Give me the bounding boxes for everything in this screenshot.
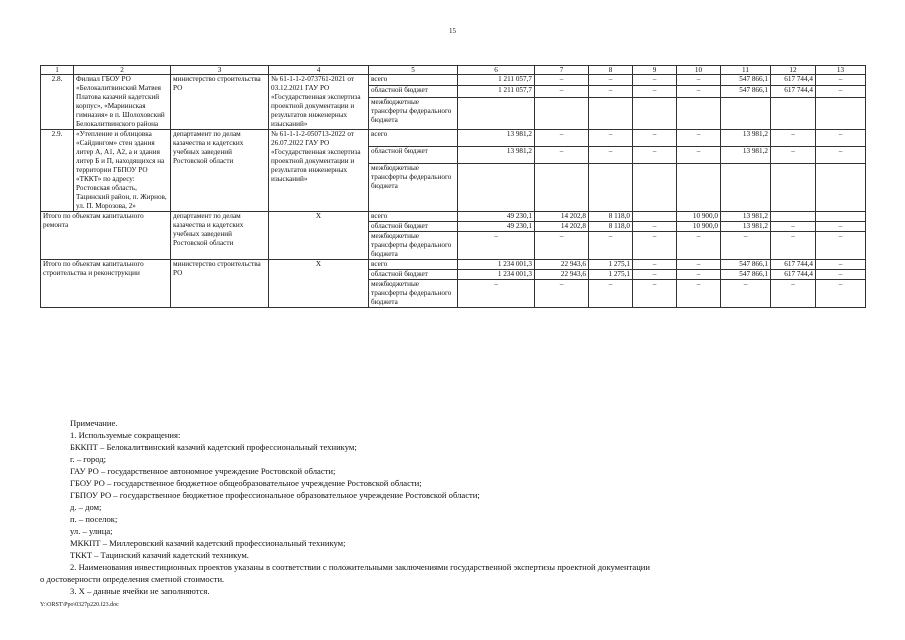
total-row bbox=[41, 212, 866, 222]
abbr-item: ГБПОУ РО – государственное бюджетное профессиональное образовательное учреждение Ростовской области; bbox=[70, 490, 480, 500]
value-cell: 1 234 001,3 bbox=[458, 270, 535, 280]
value-cell: 14 202,8 bbox=[535, 212, 589, 222]
value-cell: – bbox=[633, 232, 677, 260]
value-cell: – bbox=[535, 75, 589, 86]
value-cell: 547 866,1 bbox=[721, 260, 771, 270]
notes-item-1: 1. Используемые сокращения: bbox=[70, 430, 181, 440]
expertise-doc-cell: Х bbox=[269, 212, 369, 260]
value-cell: 617 744,4 bbox=[771, 270, 816, 280]
value-cell: – bbox=[633, 147, 677, 164]
value-cell: – bbox=[535, 86, 589, 97]
value-cell: 13 981,2 bbox=[721, 222, 771, 232]
abbr-item: ГБОУ РО – государственное бюджетное общеобразовательное учреждение Ростовской области; bbox=[70, 478, 422, 488]
header-cell: 5 bbox=[369, 66, 458, 75]
value-cell bbox=[633, 97, 677, 129]
object-name-cell: «Утепление и облицовка «Сайдингом» стен здания литер А, А1, А2, а и здания литер Б и П, находящихся на территории ГБПОУ РО «ТККТ» по адресу: Ростовская область, Тацинский район, п. Жирнов, ул. П. Морозова, 2» bbox=[74, 130, 171, 212]
value-cell: 13 981,2 bbox=[721, 130, 771, 147]
value-cell: – bbox=[677, 75, 721, 86]
value-cell bbox=[458, 97, 535, 129]
value-cell: 13 981,2 bbox=[721, 212, 771, 222]
value-cell bbox=[771, 97, 816, 129]
value-cell: – bbox=[535, 232, 589, 260]
notes-item-2: 2. Наименования инвестиционных проектов указаны в соответствии с положительными заключениями государственной экспертизы проектной документации bbox=[70, 562, 651, 572]
abbr-item: ГАУ РО – государственное автономное учреждение Ростовской области; bbox=[70, 466, 336, 476]
value-cell: – bbox=[633, 260, 677, 270]
value-cell: – bbox=[589, 232, 633, 260]
funding-source-cell: областной бюджет bbox=[369, 270, 458, 280]
funding-source-cell: всего bbox=[369, 260, 458, 270]
total-label-cell: Итого по объектам капитального ремонта bbox=[41, 212, 171, 260]
value-cell bbox=[816, 212, 866, 222]
header-cell: 12 bbox=[771, 66, 816, 75]
value-cell: – bbox=[816, 86, 866, 97]
value-cell: – bbox=[816, 147, 866, 164]
header-cell: 4 bbox=[269, 66, 369, 75]
header-cell: 8 bbox=[589, 66, 633, 75]
row-number-cell: 2.9. bbox=[41, 130, 74, 212]
value-cell: 547 866,1 bbox=[721, 75, 771, 86]
value-cell: – bbox=[633, 130, 677, 147]
total-row bbox=[41, 260, 866, 270]
value-cell: 617 744,4 bbox=[771, 86, 816, 97]
funding-source-cell: межбюджетные трансферты федерального бюджета bbox=[369, 232, 458, 260]
page-number: 15 bbox=[449, 27, 456, 35]
value-cell: – bbox=[816, 280, 866, 308]
value-cell: 13 981,2 bbox=[721, 147, 771, 164]
value-cell: – bbox=[633, 270, 677, 280]
value-cell bbox=[721, 97, 771, 129]
value-cell: – bbox=[816, 222, 866, 232]
expertise-doc-cell: Х bbox=[269, 260, 369, 308]
value-cell: – bbox=[771, 130, 816, 147]
value-cell: – bbox=[816, 270, 866, 280]
value-cell: – bbox=[677, 280, 721, 308]
value-cell: 49 230,1 bbox=[458, 222, 535, 232]
header-cell: 11 bbox=[721, 66, 771, 75]
value-cell bbox=[771, 164, 816, 212]
notes-item-3: 3. Х – данные ячейки не заполняются. bbox=[70, 586, 210, 596]
value-cell: – bbox=[721, 232, 771, 260]
value-cell: – bbox=[589, 280, 633, 308]
value-cell bbox=[816, 164, 866, 212]
value-cell: 10 900,0 bbox=[677, 212, 721, 222]
value-cell: 1 275,1 bbox=[589, 260, 633, 270]
value-cell: 10 900,0 bbox=[677, 222, 721, 232]
value-cell: 13 981,2 bbox=[458, 147, 535, 164]
value-cell: – bbox=[771, 222, 816, 232]
value-cell: 1 234 001,3 bbox=[458, 260, 535, 270]
table-row bbox=[41, 75, 866, 86]
value-cell: – bbox=[633, 86, 677, 97]
value-cell: – bbox=[677, 130, 721, 147]
value-cell: – bbox=[816, 130, 866, 147]
funding-source-cell: всего bbox=[369, 212, 458, 222]
value-cell: – bbox=[771, 280, 816, 308]
notes-title: Примечание. bbox=[70, 418, 118, 428]
value-cell: 1 211 057,7 bbox=[458, 75, 535, 86]
expertise-doc-cell: № 61-1-1-2-073761-2021 от 03.12.2021 ГАУ РО «Государственная экспертиза проектной документации и результатов инженерных изысканий» bbox=[269, 75, 369, 130]
header-cell: 7 bbox=[535, 66, 589, 75]
value-cell: – bbox=[816, 75, 866, 86]
value-cell bbox=[535, 164, 589, 212]
value-cell: 1 211 057,7 bbox=[458, 86, 535, 97]
funding-source-cell: всего bbox=[369, 75, 458, 86]
value-cell: – bbox=[677, 270, 721, 280]
header-cell: 1 bbox=[41, 66, 74, 75]
notes-item-2-cont: о достоверности определения сметной стоимости. bbox=[40, 574, 225, 584]
value-cell: – bbox=[677, 260, 721, 270]
value-cell: 617 744,4 bbox=[771, 75, 816, 86]
value-cell: – bbox=[633, 75, 677, 86]
value-cell bbox=[458, 164, 535, 212]
expertise-doc-cell: № 61-1-1-2-050713-2022 от 26.07.2022 ГАУ РО «Государственная экспертиза проектной документации и результатов инженерных изысканий» bbox=[269, 130, 369, 212]
header-cell: 6 bbox=[458, 66, 535, 75]
header-cell: 13 bbox=[816, 66, 866, 75]
customer-cell: министерство строительства РО bbox=[171, 75, 269, 130]
header-cell: 9 bbox=[633, 66, 677, 75]
header-cell: 3 bbox=[171, 66, 269, 75]
value-cell: – bbox=[677, 232, 721, 260]
value-cell bbox=[677, 97, 721, 129]
abbr-item: п. – поселок; bbox=[70, 514, 118, 524]
header-row bbox=[41, 66, 866, 75]
value-cell: 22 943,6 bbox=[535, 270, 589, 280]
value-cell: – bbox=[535, 130, 589, 147]
value-cell bbox=[721, 164, 771, 212]
value-cell: – bbox=[771, 147, 816, 164]
customer-cell: министерство строительства РО bbox=[171, 260, 269, 308]
abbr-item: ул. – улица; bbox=[70, 526, 113, 536]
value-cell bbox=[771, 212, 816, 222]
abbr-item: БККПТ – Белокалитвинский казачий кадетский профессиональный техникум; bbox=[70, 442, 357, 452]
abbr-item: МККПТ – Миллеровский казачий кадетский профессиональный техникум; bbox=[70, 538, 346, 548]
value-cell: – bbox=[535, 280, 589, 308]
value-cell: 49 230,1 bbox=[458, 212, 535, 222]
customer-cell: департамент по делам казачества и кадетских учебных заведений Ростовской области bbox=[171, 212, 269, 260]
value-cell: – bbox=[816, 260, 866, 270]
value-cell: 14 202,8 bbox=[535, 222, 589, 232]
value-cell: – bbox=[677, 147, 721, 164]
value-cell: – bbox=[771, 232, 816, 260]
value-cell: – bbox=[633, 280, 677, 308]
header-cell: 2 bbox=[74, 66, 171, 75]
value-cell: – bbox=[589, 130, 633, 147]
funding-source-cell: областной бюджет bbox=[369, 86, 458, 97]
value-cell: 8 118,0 bbox=[589, 212, 633, 222]
value-cell: – bbox=[589, 75, 633, 86]
value-cell bbox=[633, 164, 677, 212]
value-cell bbox=[589, 164, 633, 212]
funding-source-cell: межбюджетные трансферты федерального бюджета bbox=[369, 164, 458, 212]
notes-block bbox=[40, 417, 865, 597]
value-cell bbox=[677, 164, 721, 212]
value-cell: 8 118,0 bbox=[589, 222, 633, 232]
value-cell: – bbox=[677, 86, 721, 97]
value-cell: – bbox=[535, 147, 589, 164]
object-name-cell: Филиал ГБОУ РО «Белокалитвинский Матвея Платова казачий кадетский корпус», «Мариинская гимназия» в п. Шолоховский Белокалитвинского района bbox=[74, 75, 171, 130]
value-cell: – bbox=[458, 232, 535, 260]
funding-source-cell: всего bbox=[369, 130, 458, 147]
abbr-item: д. – дом; bbox=[70, 502, 102, 512]
value-cell bbox=[535, 97, 589, 129]
value-cell: 13 981,2 bbox=[458, 130, 535, 147]
value-cell: 547 866,1 bbox=[721, 86, 771, 97]
customer-cell: департамент по делам казачества и кадетских учебных заведений Ростовской области bbox=[171, 130, 269, 212]
table-row bbox=[41, 130, 866, 147]
abbr-item: г. – город; bbox=[70, 454, 107, 464]
value-cell bbox=[589, 97, 633, 129]
funding-source-cell: межбюджетные трансферты федерального бюджета bbox=[369, 97, 458, 129]
value-cell bbox=[633, 212, 677, 222]
value-cell: 22 943,6 bbox=[535, 260, 589, 270]
value-cell: – bbox=[816, 232, 866, 260]
total-label-cell: Итого по объектам капитального строительства и реконструкции bbox=[41, 260, 171, 308]
abbr-item: ТККТ – Тацинский казачий кадетский техникум. bbox=[70, 550, 249, 560]
funding-source-cell: областной бюджет bbox=[369, 222, 458, 232]
header-cell: 10 bbox=[677, 66, 721, 75]
value-cell: – bbox=[721, 280, 771, 308]
file-path-footer: Y:\ORST\Ppo\0327p220.f23.doc bbox=[40, 602, 119, 608]
funding-source-cell: областной бюджет bbox=[369, 147, 458, 164]
investment-table bbox=[40, 65, 866, 308]
value-cell: 617 744,4 bbox=[771, 260, 816, 270]
value-cell: 1 275,1 bbox=[589, 270, 633, 280]
value-cell: – bbox=[589, 86, 633, 97]
value-cell: – bbox=[589, 147, 633, 164]
value-cell: 547 866,1 bbox=[721, 270, 771, 280]
value-cell: – bbox=[633, 222, 677, 232]
funding-source-cell: межбюджетные трансферты федерального бюджета bbox=[369, 280, 458, 308]
value-cell: – bbox=[458, 280, 535, 308]
row-number-cell: 2.8. bbox=[41, 75, 74, 130]
value-cell bbox=[816, 97, 866, 129]
